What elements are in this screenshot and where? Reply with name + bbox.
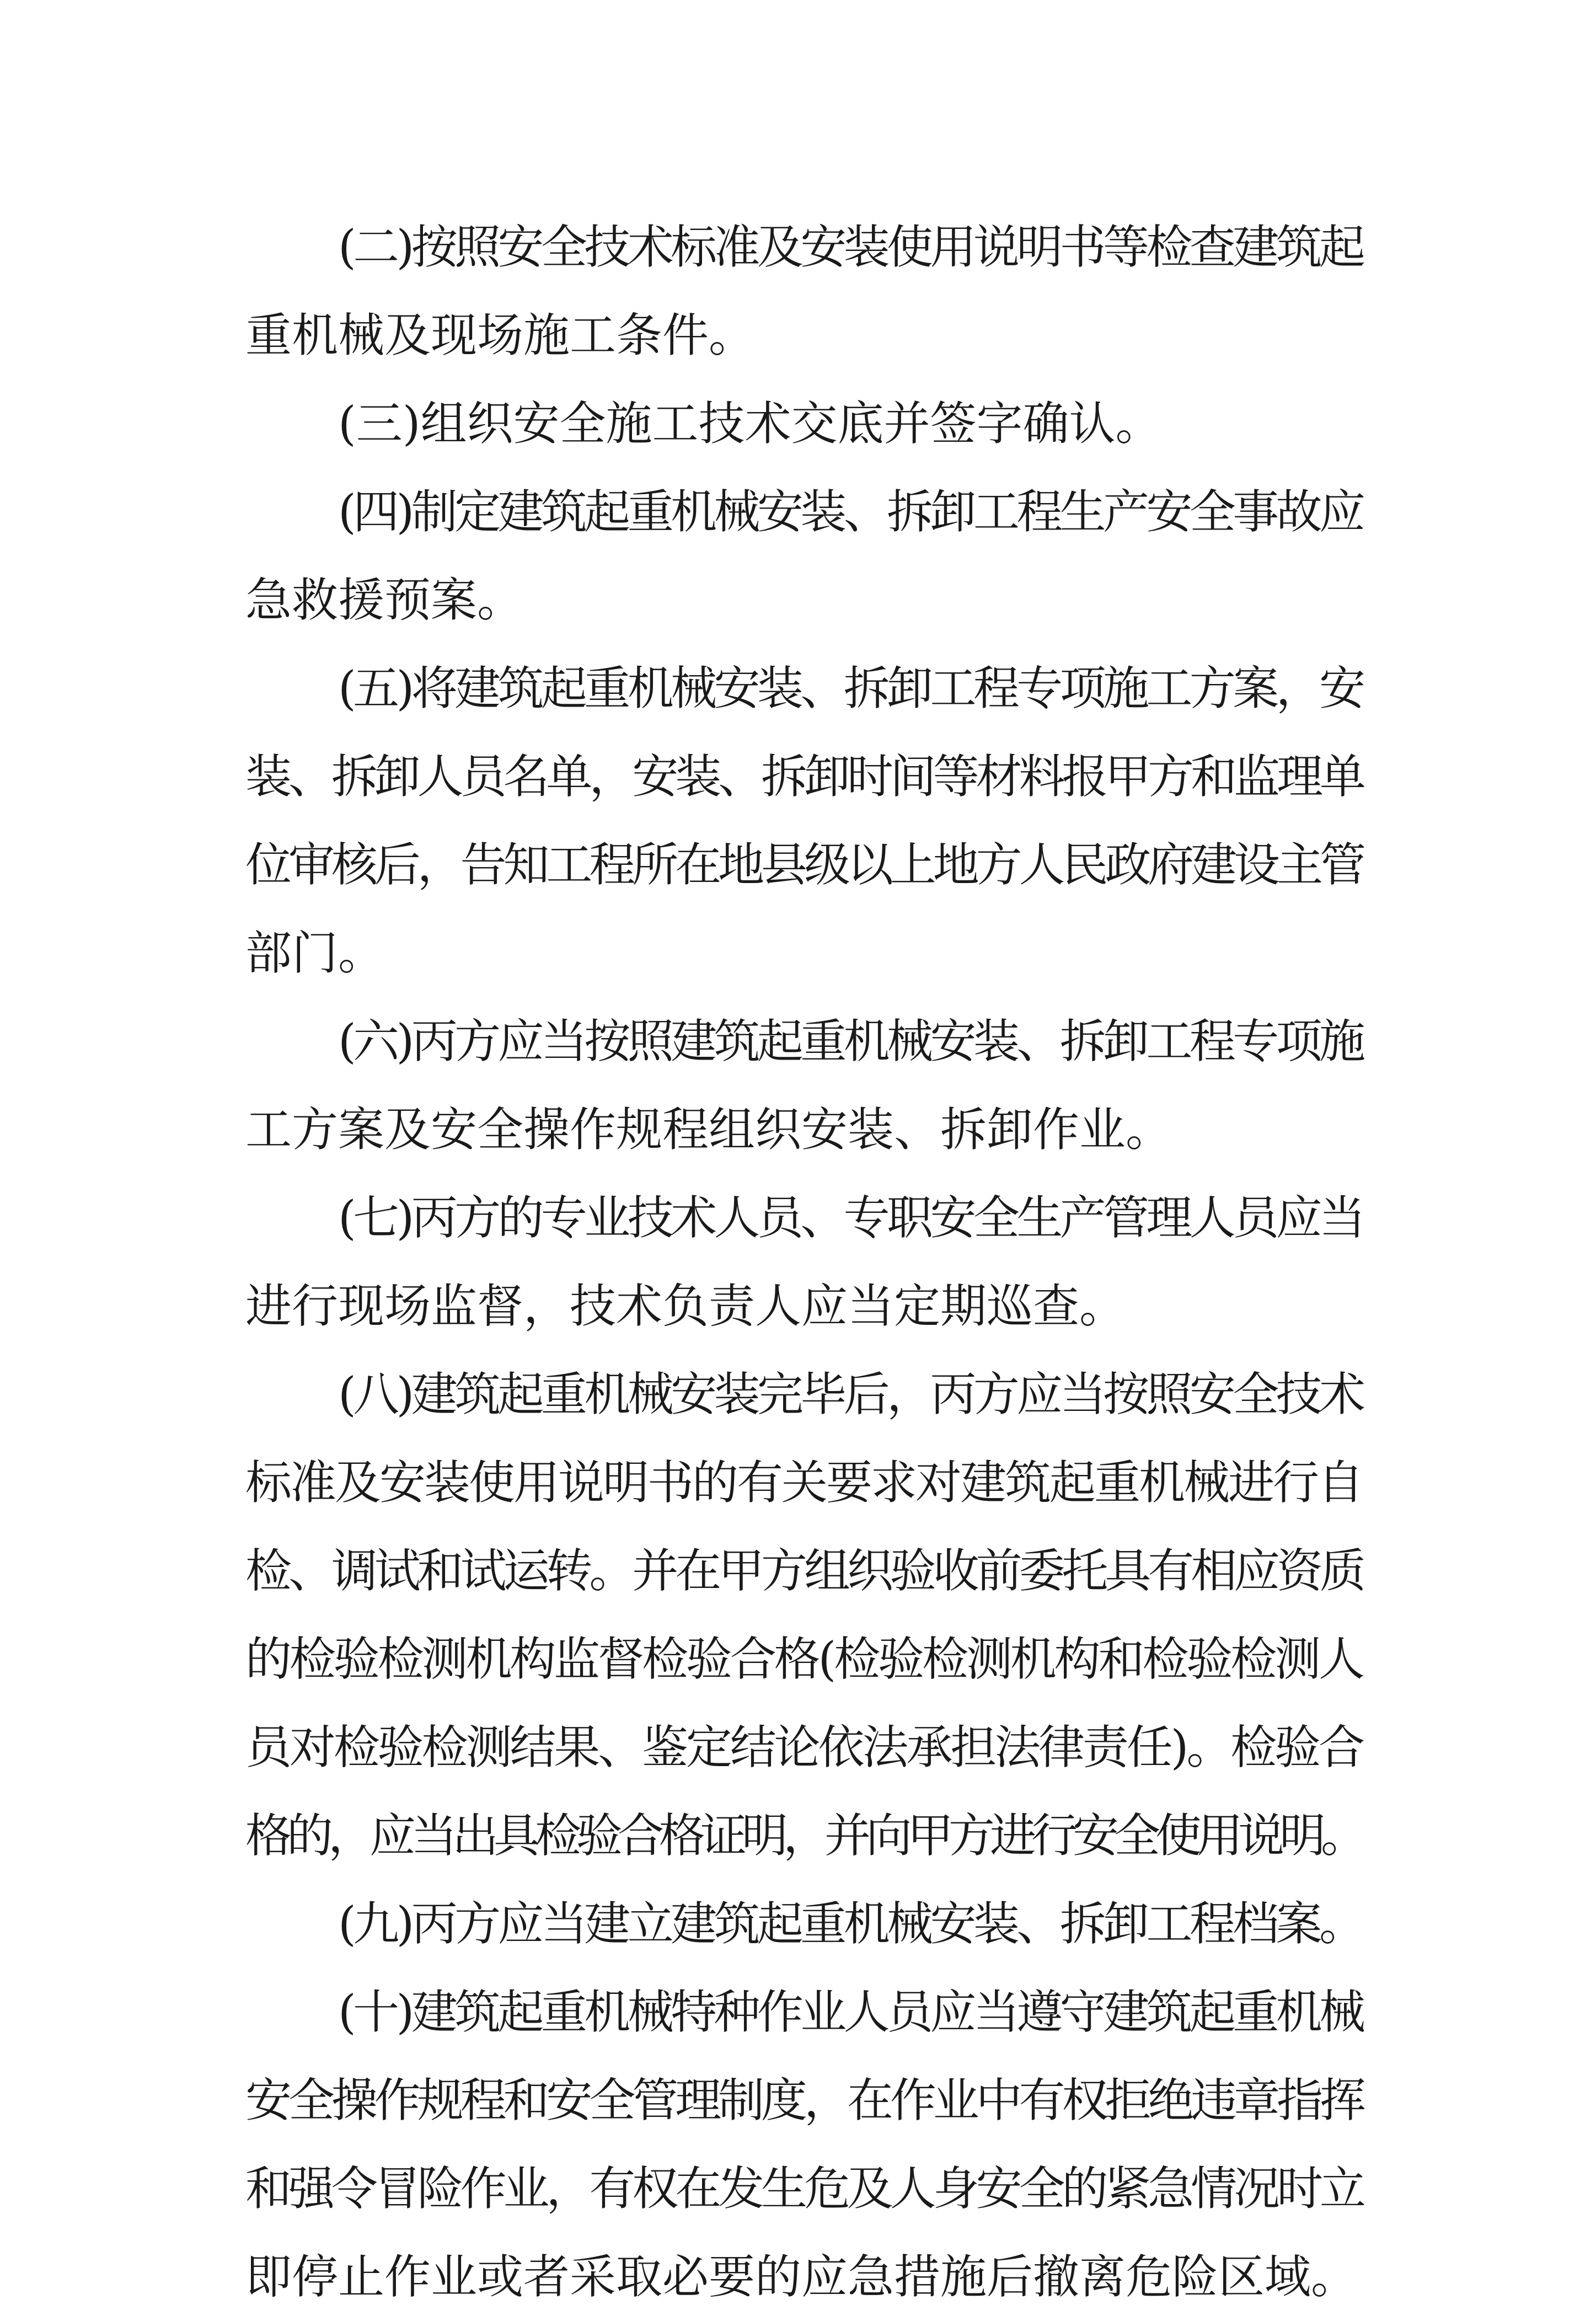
text-line: (三)组织安全施工技术交底并签字确认。: [338, 397, 1162, 451]
text-line: 部门。: [245, 926, 385, 980]
text-line: (五)将建筑起重机械安装、拆卸工程专项施工方案，安: [338, 661, 1362, 715]
text-line: 标准及安装使用说明书的有关要求对建筑起重机械进行自: [245, 1456, 1363, 1510]
text-line: (九)丙方应当建立建筑起重机械安装、拆卸工程档案。: [338, 1897, 1362, 1951]
text-line: 安全操作规程和安全管理制度，在作业中有权拒绝违章指挥: [245, 2073, 1362, 2127]
text-line: 即停止作业或者采取必要的应急措施后撤离危险区域。: [245, 2250, 1358, 2304]
text-line: 工方案及安全操作规程组织安装、拆卸作业。: [245, 1103, 1172, 1157]
text-line: 重机械及现场施工条件。: [245, 308, 756, 362]
text-line: (四)制定建筑起重机械安装、拆卸工程生产安全事故应: [338, 485, 1362, 539]
text-line: 急救援预案。: [245, 573, 524, 627]
text-line: (七)丙方的专业技术人员、专职安全生产管理人员应当: [338, 1191, 1362, 1245]
text-line: 装、拆卸人员名单，安装、拆卸时间等材料报甲方和监理单: [245, 750, 1362, 804]
text-line: 位审核后，告知工程所在地县级以上地方人民政府建设主管: [245, 838, 1362, 892]
text-line: 进行现场监督，技术负责人应当定期巡查。: [245, 1279, 1126, 1333]
text-line: (六)丙方应当按照建筑起重机械安装、拆卸工程专项施: [338, 1014, 1362, 1068]
text-line: 的检验检测机构监督检验合格(检验检测机构和检验检测人: [245, 1632, 1362, 1686]
text-line: (八)建筑起重机械安装完毕后，丙方应当按照安全技术: [338, 1367, 1362, 1421]
document-body: [245, 203, 1362, 2321]
text-line: 检、调试和试运转。并在甲方组织验收前委托具有相应资质: [245, 1544, 1362, 1598]
text-line: 格的，应当出具检验合格证明，并向甲方进行安全使用说明。: [245, 1809, 1363, 1863]
text-line: 和强令冒险作业，有权在发生危及人身安全的紧急情况时立: [245, 2162, 1362, 2216]
text-line: (二)按照安全技术标准及安装使用说明书等检查建筑起: [338, 220, 1362, 274]
text-line: (十)建筑起重机械特种作业人员应当遵守建筑起重机械: [338, 1985, 1362, 2039]
text-line: 员对检验检测结果、鉴定结论依法承担法律责任)。检验合: [245, 1720, 1362, 1774]
